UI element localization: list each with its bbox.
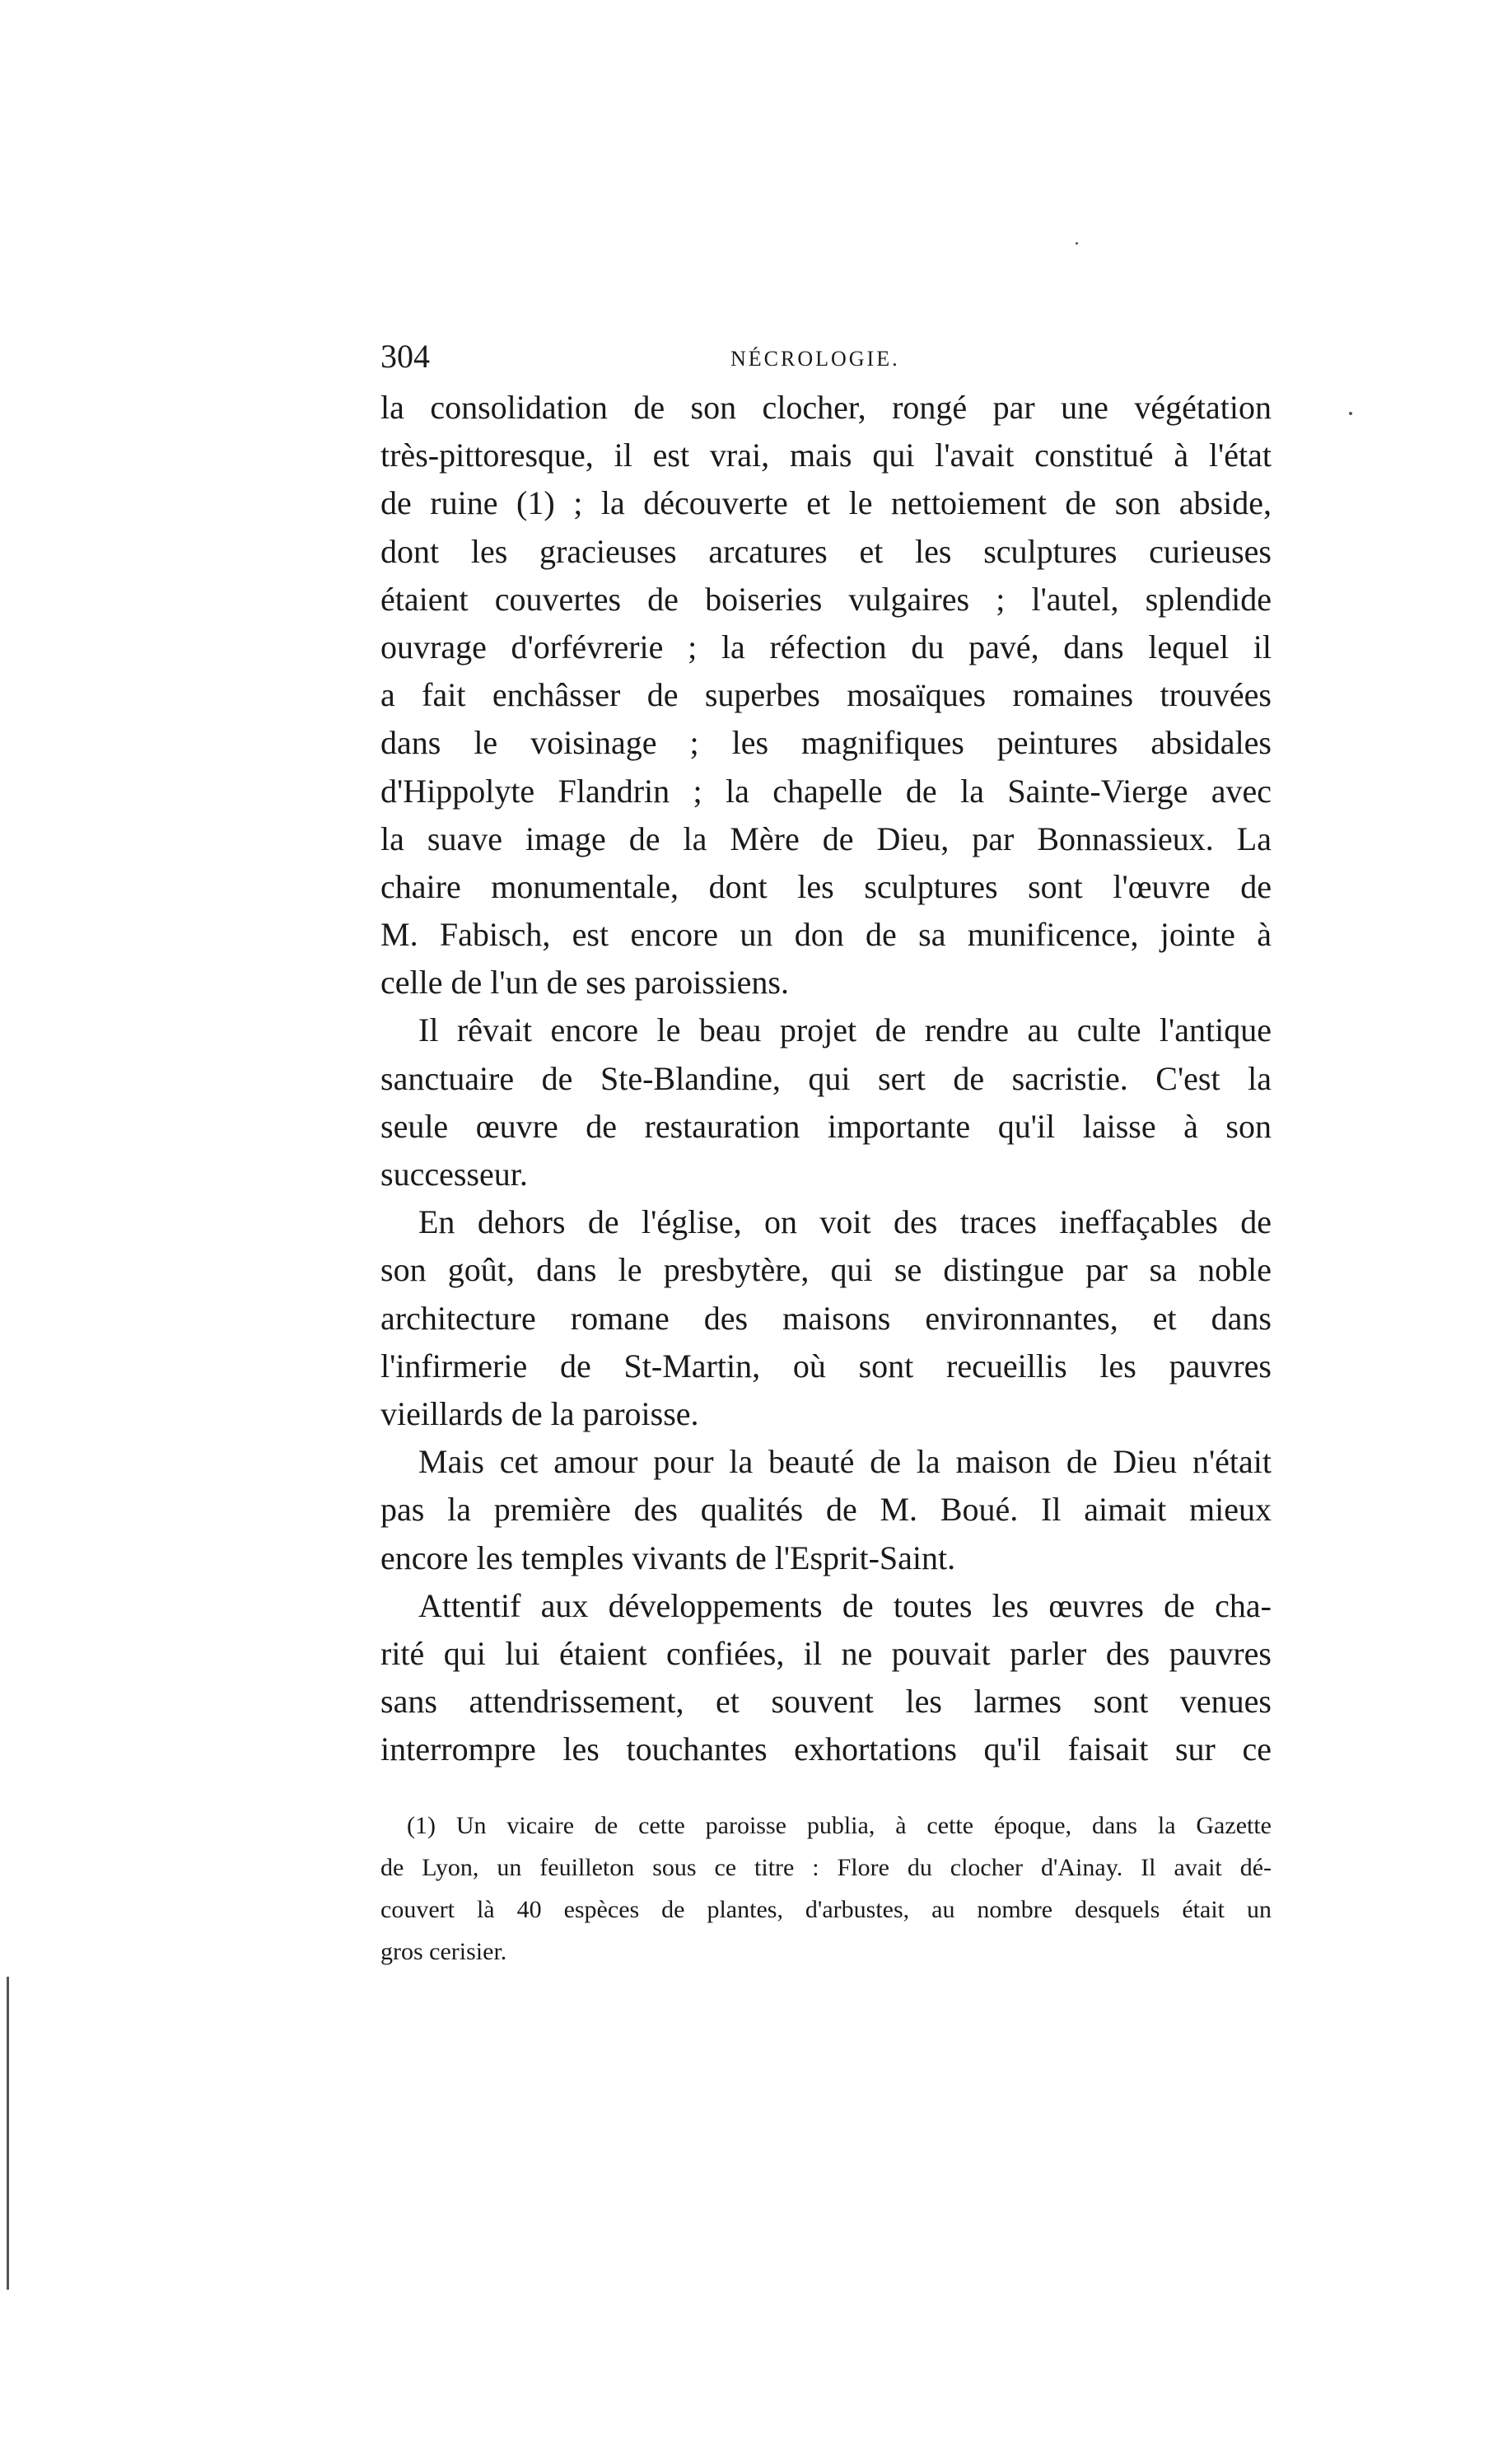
body-text xyxy=(380,384,1272,1773)
scan-dot xyxy=(1076,242,1078,245)
scan-margin-line xyxy=(7,1977,9,2290)
body-line: rité qui lui étaient confiées, il ne pouvait parler des pauvres xyxy=(380,1634,1272,1672)
footnote-line: (1) Un vicaire de cette paroisse publia, à cette époque, dans la Gazette xyxy=(407,1812,1272,1840)
body-line: très-pittoresque, il est vrai, mais qui l'avait constitué à l'état xyxy=(380,437,1272,474)
body-line: l'infirmerie de St-Martin, où sont recueillis les pauvres xyxy=(380,1347,1272,1385)
body-line: encore les temples vivants de l'Esprit-Saint. xyxy=(380,1539,956,1576)
body-line: la suave image de la Mère de Dieu, par Bonnassieux. La xyxy=(380,820,1272,857)
body-line: pas la première des qualités de M. Boué. Il aimait mieux xyxy=(380,1491,1272,1529)
body-line: a fait enchâsser de superbes mosaïques romaines trouvées xyxy=(380,676,1272,714)
page-number: 304 xyxy=(380,338,430,375)
body-line: vieillards de la paroisse. xyxy=(380,1394,699,1432)
body-line: Mais cet amour pour la beauté de la maison de Dieu n'était xyxy=(418,1443,1272,1481)
body-line: dans le voisinage ; les magnifiques peintures absidales xyxy=(380,724,1272,762)
body-line: d'Hippolyte Flandrin ; la chapelle de la Sainte-Vierge avec xyxy=(380,772,1272,810)
running-head xyxy=(380,336,1272,377)
body-line: ouvrage d'orfévrerie ; la réfection du pavé, dans lequel il xyxy=(380,628,1272,665)
scan-dot xyxy=(1349,412,1352,415)
body-line: chaire monumentale, dont les sculptures sont l'œuvre de xyxy=(380,867,1272,905)
body-line: sans attendrissement, et souvent les larmes sont venues xyxy=(380,1683,1272,1721)
body-line: son goût, dans le presbytère, qui se distingue par sa noble xyxy=(380,1251,1272,1289)
body-line: seule œuvre de restauration importante qu'il laisse à son xyxy=(380,1107,1272,1145)
footnote-line: couvert là 40 espèces de plantes, d'arbustes, au nombre desquels était un xyxy=(380,1896,1272,1924)
footnotes xyxy=(380,1805,1272,1973)
footnote-line: gros cerisier. xyxy=(380,1938,507,1966)
body-line: M. Fabisch, est encore un don de sa munificence, jointe à xyxy=(380,916,1272,954)
body-line: de ruine (1) ; la découverte et le nettoiement de son abside, xyxy=(380,484,1272,522)
book-page xyxy=(380,336,1272,1973)
body-line: En dehors de l'église, on voit des traces ineffaçables de xyxy=(418,1203,1272,1241)
body-line: étaient couvertes de boiseries vulgaires ; l'autel, splendide xyxy=(380,580,1272,618)
body-line: la consolidation de son clocher, rongé par une végétation xyxy=(380,389,1272,426)
body-line: interrompre les touchantes exhortations qu'il faisait sur ce xyxy=(380,1730,1272,1768)
footnote-line: de Lyon, un feuilleton sous ce titre : Flore du clocher d'Ainay. Il avait dé- xyxy=(380,1854,1272,1882)
body-line: celle de l'un de ses paroissiens. xyxy=(380,964,789,1002)
body-line: architecture romane des maisons environnantes, et dans xyxy=(380,1299,1272,1337)
body-line: Il rêvait encore le beau projet de rendre au culte l'antique xyxy=(418,1011,1272,1049)
body-line: dont les gracieuses arcatures et les sculptures curieuses xyxy=(380,532,1272,570)
body-line: sanctuaire de Ste-Blandine, qui sert de sacristie. C'est la xyxy=(380,1059,1272,1097)
running-title: NÉCROLOGIE. xyxy=(730,347,900,371)
body-line: successeur. xyxy=(380,1156,528,1193)
body-line: Attentif aux développements de toutes les œuvres de cha- xyxy=(418,1586,1272,1624)
